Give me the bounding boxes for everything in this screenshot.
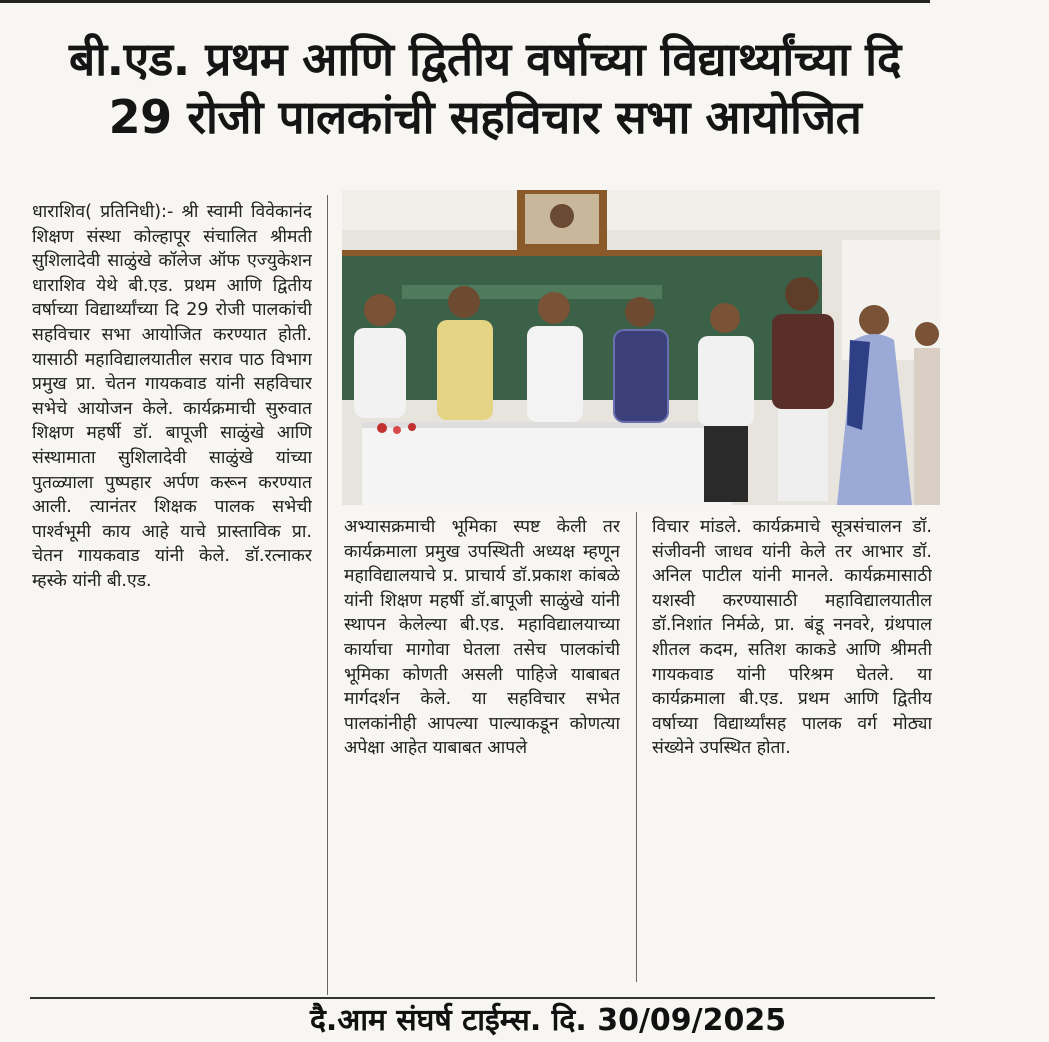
headline-line-1: बी.एड. प्रथम आणि द्वितीय वर्षाच्या विद्यार्थ्यांच्या दि bbox=[69, 32, 901, 86]
bottom-rule bbox=[30, 997, 935, 999]
column-divider-1 bbox=[327, 195, 328, 995]
column-divider-2 bbox=[636, 512, 637, 982]
headline-line-2: 29 रोजी पालकांची सहविचार सभा आयोजित bbox=[108, 90, 862, 144]
article-column-3: विचार मांडले. कार्यक्रमाचे सूत्रसंचालन डॉ. संजीवनी जाधव यांनी केले तर आभार डॉ. अनिल पाटील यांनी मानले. कार्यक्रमासाठी यशस्वी करण्यासाठी महाविद्यालयातील डॉ.निशांत निर्मळे, प्रा. बंडू ननवरे, ग्रंथपाल शीतल कदम, सतिश काकडे आणि श्रीमती गायकवाड यांनी परिश्रम घेतले. या कार्यक्रमाला बी.एड. प्रथम आणि द्वितीय वर्षाच्या विद्यार्थ्यांसह पालक वर्ग मोठ्या संख्येने उपस्थित होता. bbox=[652, 517, 932, 759]
source-footer: दै.आम संघर्ष टाईम्स. दि. 30/09/2025 bbox=[310, 1003, 787, 1038]
article-column-2: अभ्यासक्रमाची भूमिका स्पष्ट केली तर कार्यक्रमाला प्रमुख उपस्थिती अध्यक्ष म्हणून महाविद्यालयाचे प्र. प्राचार्य डॉ.प्रकाश कांबळे यांनी शिक्षण महर्षी डॉ.बापूजी साळुंखे यांनी स्थापन केलेल्या बी.एड. महाविद्यालयाच्या कार्याचा मागोवा घेतला तसेच पालकांची भूमिका कोणती असली पाहिजे याबाबत मार्गदर्शन केले. या सहविचार सभेत पालकांनीही आपल्या पाल्याकडून कोणत्या अपेक्षा आहेत याबाबत आपले bbox=[344, 517, 620, 759]
headline bbox=[20, 30, 950, 146]
article-column-1: धाराशिव( प्रतिनिधी):- श्री स्वामी विवेकानंद शिक्षण संस्था कोल्हापूर संचालित श्रीमती सुशिलादेवी साळुंखे कॉलेज ऑफ एज्युकेशन धाराशिव येथे बी.एड. प्रथम आणि द्वितीय वर्षाच्या विद्यार्थ्यांच्या दि 29 रोजी पालकांची सहविचार सभा आयोजित करण्यात होती. यासाठी महाविद्यालयातील सराव पाठ विभाग प्रमुख प्रा. चेतन गायकवाड यांनी सहविचार सभेचे आयोजन केले. कार्यक्रमाची सुरुवात शिक्षण महर्षी डॉ. बापूजी साळुंखे आणि संस्थामाता सुशिलादेवी साळुंखे यांच्या पुतळ्याला पुष्पहार अर्पण करून करण्यात आली. त्यानंतर शिक्षक पालक सभेची पार्श्वभूमी काय आहे याचे प्रास्ताविक प्रा. चेतन गायकवाड यांनी केले. डॉ.रत्नाकर म्हस्के यांनी बी.एड. bbox=[32, 202, 312, 591]
event-photo bbox=[342, 190, 940, 505]
top-rule bbox=[0, 0, 930, 3]
